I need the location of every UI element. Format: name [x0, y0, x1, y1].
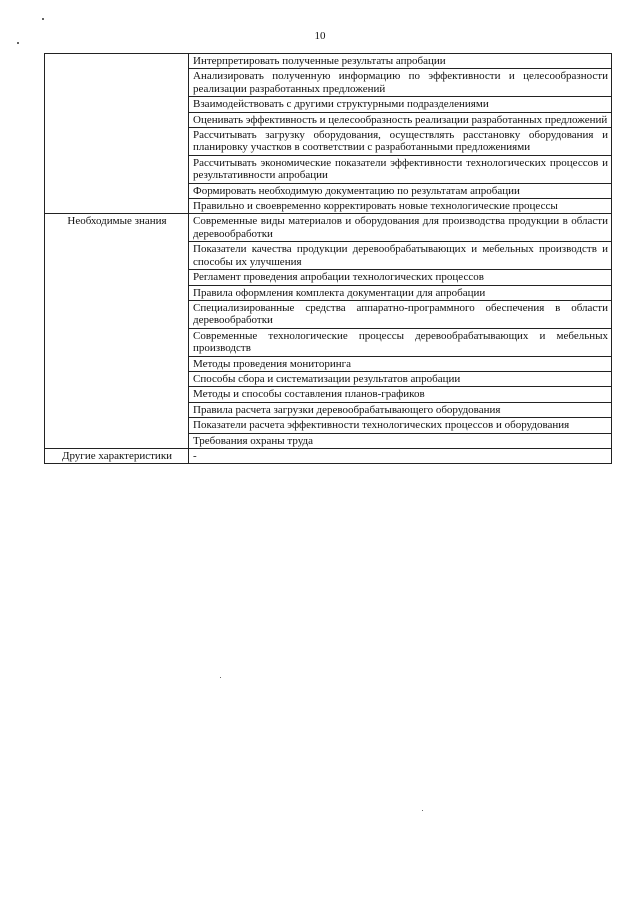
scan-speck: [17, 42, 19, 44]
section-label-empty: [45, 54, 189, 214]
table-cell: Анализировать полученную информацию по эффективности и целесообразности реализации разработанных предложений: [189, 69, 612, 97]
table-cell: Формировать необходимую документацию по результатам апробации: [189, 183, 612, 198]
scan-speck: [220, 677, 221, 678]
table-cell: Показатели расчета эффективности технологических процессов и оборудования: [189, 418, 612, 433]
requirements-table: [44, 53, 612, 464]
table-cell: Специализированные средства аппаратно-программного обеспечения в области деревообработки: [189, 300, 612, 328]
table-cell: Рассчитывать экономические показатели эффективности технологических процессов и результативности апробации: [189, 155, 612, 183]
page-number: 10: [314, 30, 326, 42]
table-cell: Правильно и своевременно корректировать новые технологические процессы: [189, 199, 612, 214]
table-cell: Правила оформления комплекта документации для апробации: [189, 285, 612, 300]
table-cell: Рассчитывать загрузку оборудования, осуществлять расстановку оборудования и планировку участков в соответствии с разработанными предложениями: [189, 128, 612, 156]
table-cell: Способы сбора и систематизации результатов апробации: [189, 371, 612, 386]
section-label-knowledge: Необходимые знания: [45, 214, 189, 449]
table-cell: Методы проведения мониторинга: [189, 356, 612, 371]
table-cell: Современные виды материалов и оборудования для производства продукции в области деревообработки: [189, 214, 612, 242]
table-cell: Правила расчета загрузки деревообрабатывающего оборудования: [189, 402, 612, 417]
scan-speck: [42, 18, 44, 20]
table-cell: Современные технологические процессы деревообрабатывающих и мебельных производств: [189, 328, 612, 356]
table-cell: Интерпретировать полученные результаты апробации: [189, 54, 612, 69]
table-cell: Методы и способы составления планов-графиков: [189, 387, 612, 402]
table-cell: Регламент проведения апробации технологических процессов: [189, 270, 612, 285]
table-cell: Оценивать эффективность и целесообразность реализации разработанных предложений: [189, 112, 612, 127]
table-cell: Показатели качества продукции деревообрабатывающих и мебельных производств и способы их улучшения: [189, 242, 612, 270]
section-label-other: Другие характеристики: [45, 448, 189, 463]
table-cell: Взаимодействовать с другими структурными подразделениями: [189, 97, 612, 112]
table-row: [45, 54, 612, 69]
table-cell: Требования охраны труда: [189, 433, 612, 448]
table-cell: -: [189, 448, 612, 463]
scan-speck: [422, 810, 423, 811]
table-row: [45, 448, 612, 463]
table-row: [45, 214, 612, 242]
